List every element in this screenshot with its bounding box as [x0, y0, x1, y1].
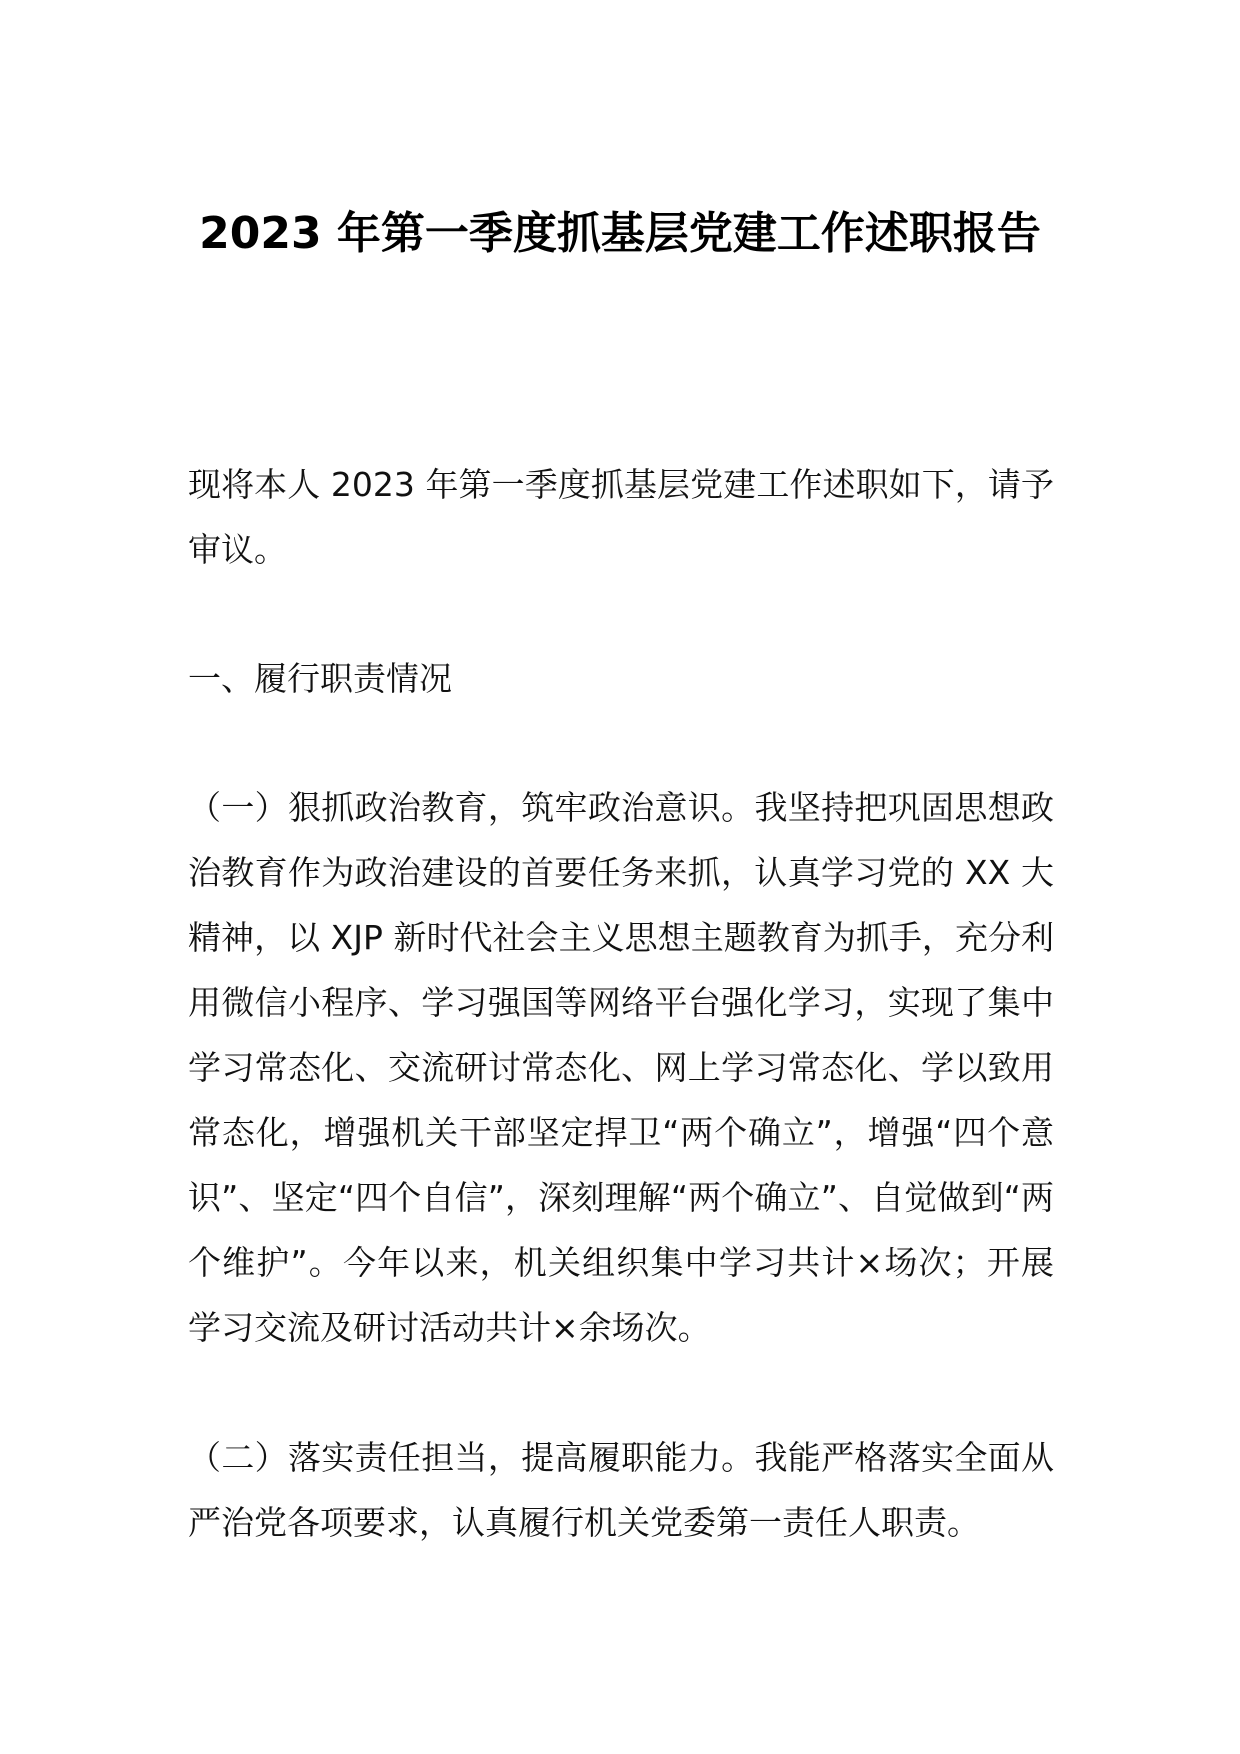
intro-paragraph: 现将本人 2023 年第一季度抓基层党建工作述职如下，请予审议。 [188, 465, 1054, 569]
section-heading: 一、履行职责情况 [188, 659, 452, 698]
document-title: 2023 年第一季度抓基层党建工作述职报告 [199, 208, 1041, 259]
body-paragraph-2: （二）落实责任担当，提高履职能力。我能严格落实全面从严治党各项要求，认真履行机关党委第一责任人职责。 [188, 1438, 1054, 1542]
body-paragraph-1: （一）狠抓政治教育，筑牢政治意识。我坚持把巩固思想政治教育作为政治建设的首要任务来抓，认真学习党的 XX 大精神，以 XJP 新时代社会主义思想主题教育为抓手，充分利用微信小程序、学习强国等网络平台强化学习，实现了集中学习常态化、交流研讨常态化、网上学习常态化、学以致用常态化，增强机关干部坚定捍卫“两个确立”，增强“四个意识”、坚定“四个自信”，深刻理解“两个确立”、自觉做到“两个维护”。今年以来，机关组织集中学习共计×场次；开展学习交流及研讨活动共计×余场次。 [188, 788, 1054, 1347]
